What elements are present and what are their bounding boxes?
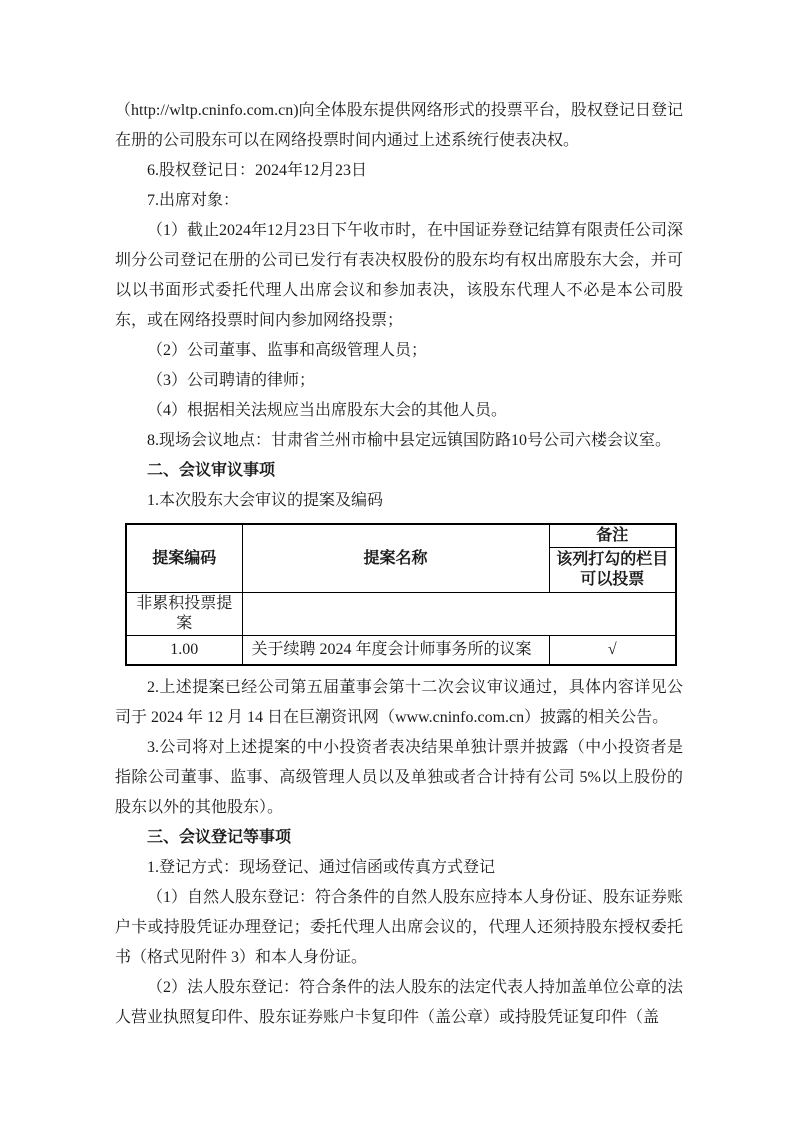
section-heading: 三、会议登记等事项	[147, 829, 292, 846]
cell-proposal-name: 关于续聘 2024 年度会计师事务所的议案	[242, 636, 549, 666]
paragraph: （http://wltp.cninfo.com.cn)向全体股东提供网络形式的投票平台，股权登记日登记在册的公司股东可以在网络投票时间内通过上述系统行使表决权。	[115, 102, 683, 149]
paragraph: 3.公司将对上述提案的中小投资者表决结果单独计票并披露（中小投资者是指除公司董事、监事、高级管理人员以及单独或者合计持有公司 5%以上股份的股东以外的其他股东）。	[115, 739, 683, 816]
paragraph: 7.出席对象：	[147, 192, 240, 209]
paragraph: （1）截止2024年12月23日下午收市时，在中国证券登记结算有限责任公司深圳分公司登记在册的公司已发行有表决权股份的股东均有权出席股东大会，并可以以书面形式委托代理人出席会议和参加表决，该股东代理人不必是本公司股东，或在网络投票时间内参加网络投票；	[115, 222, 684, 329]
paragraph: （2）公司董事、监事和高级管理人员；	[147, 342, 428, 359]
header-remark-note: 该列打勾的栏目可以投票	[549, 548, 676, 593]
paragraph: 1.登记方式：现场登记、通过信函或传真方式登记	[147, 859, 496, 876]
paragraph: 8.现场会议地点：甘肃省兰州市榆中县定远镇国防路10号公司六楼会议室。	[147, 432, 672, 449]
paragraph: （1）自然人股东登记：符合条件的自然人股东应持本人身份证、股东证券账户卡或持股凭证办理登记；委托代理人出席会议的，代理人还须持股东授权委托书（格式见附件 3）和本人身份证。	[115, 889, 684, 966]
header-remark: 备注	[549, 524, 676, 548]
header-proposal-code: 提案编码	[126, 524, 242, 593]
content-after-table	[115, 673, 683, 1033]
cell-vote-checkmark: √	[549, 636, 676, 666]
paragraph: 2.上述提案已经公司第五届董事会第十二次会议审议通过，具体内容详见公司于 2024 年 12 月 14 日在巨潮资讯网（www.cninfo.com.cn）披露的相关公告。	[115, 679, 683, 726]
table-header-row	[126, 524, 676, 548]
paragraph: 1.本次股东大会审议的提案及编码	[147, 492, 384, 509]
table-row	[126, 593, 676, 636]
paragraph: 6.股权登记日：2024年12月23日	[147, 162, 368, 179]
cell-section-label: 非累积投票提案	[126, 593, 242, 636]
paragraph: （3）公司聘请的律师；	[147, 372, 316, 389]
table-row	[126, 636, 676, 666]
cell-proposal-code: 1.00	[126, 636, 242, 666]
header-proposal-name: 提案名称	[242, 524, 549, 593]
content-before-table	[115, 96, 683, 516]
proposal-table	[125, 523, 677, 666]
paragraph: （2）法人股东登记：符合条件的法人股东的法定代表人持加盖单位公章的法人营业执照复印件、股东证券账户卡复印件（盖公章）或持股凭证复印件（盖	[115, 979, 684, 1026]
section-heading: 二、会议审议事项	[147, 462, 276, 479]
paragraph: （4）根据相关法规应当出席股东大会的其他人员。	[147, 402, 508, 419]
cell-section-empty	[242, 593, 676, 636]
